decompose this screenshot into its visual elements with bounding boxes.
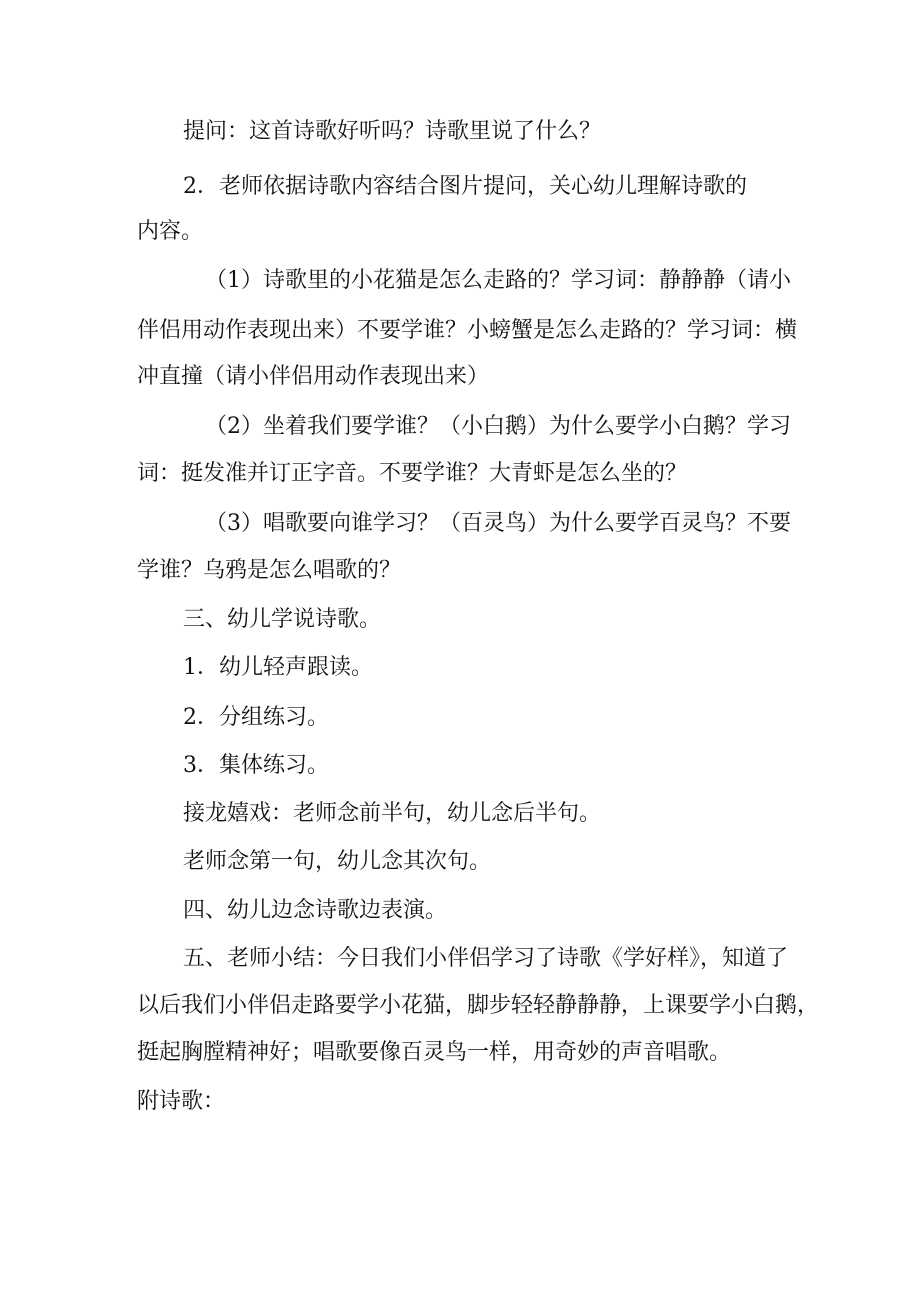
text-line: 冲直撞（请小伴侣用动作表现出来） [137, 364, 490, 389]
text-line: （1）诗歌里的小花猫是怎么走路的？学习词：静静静（请小 [205, 268, 791, 293]
text-line: 学谁？乌鸦是怎么唱歌的？ [137, 558, 402, 583]
text-line: 2．老师依据诗歌内容结合图片提问，关心幼儿理解诗歌的 [183, 174, 747, 199]
text-line: 挺起胸膛精神好；唱歌要像百灵鸟一样，用奇妙的声音唱歌。 [137, 1040, 732, 1065]
text-line: 以后我们小伴侣走路要学小花猫，脚步轻轻静静静，上课要学小白鹅， [137, 993, 820, 1018]
text-line: 老师念第一句，幼儿念其次句。 [183, 849, 492, 874]
text-line: 1．幼儿轻声跟读。 [183, 655, 373, 680]
text-line: 词：挺发准并订正字音。不要学谁？大青虾是怎么坐的？ [137, 461, 688, 486]
text-line: 2．分组练习。 [183, 705, 329, 730]
text-line: 3．集体练习。 [183, 753, 329, 778]
text-line: 内容。 [137, 219, 204, 244]
section-heading: 四、幼儿边念诗歌边表演。 [183, 898, 448, 923]
text-line: 接龙嬉戏：老师念前半句，幼儿念后半句。 [183, 801, 602, 826]
text-line: （2）坐着我们要学谁？（小白鹅）为什么要学小白鹅？学习 [205, 414, 791, 439]
text-line: 提问：这首诗歌好听吗？诗歌里说了什么？ [183, 119, 602, 144]
text-line: （3）唱歌要向谁学习？（百灵鸟）为什么要学百灵鸟？不要 [205, 511, 791, 536]
section-heading: 三、幼儿学说诗歌。 [183, 607, 382, 632]
section-heading: 五、老师小结：今日我们小伴侣学习了诗歌《学好样》，知道了 [183, 946, 789, 971]
text-line: 伴侣用动作表现出来）不要学谁？小螃蟹是怎么走路的？学习词：横 [137, 318, 798, 343]
text-line: 附诗歌： [137, 1089, 226, 1114]
